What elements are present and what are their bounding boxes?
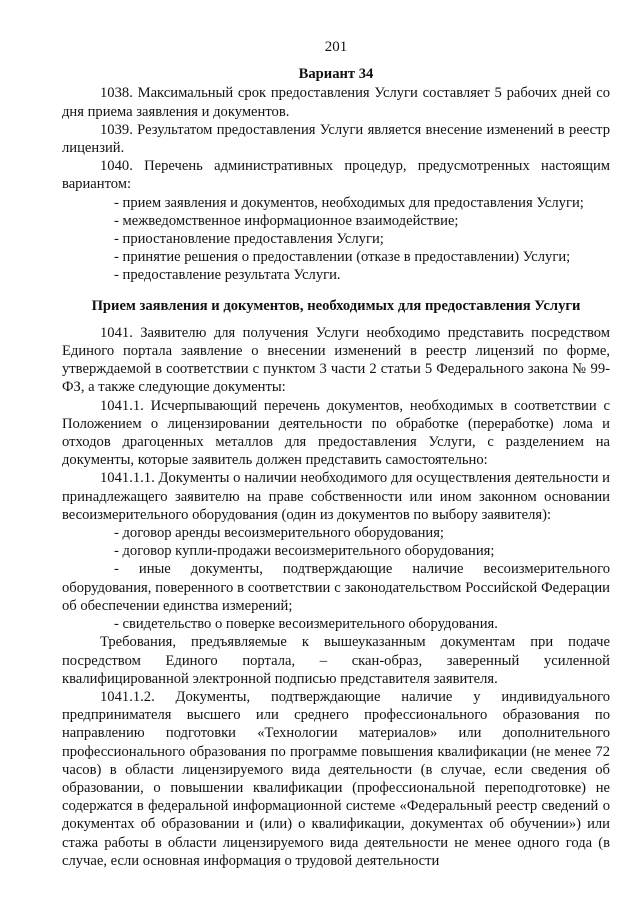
paragraph-1041-1: 1041.1. Исчерпывающий перечень документов, необходимых в соответствии с Положением о лицензировании деятельности по обработке (переработке) лома и отходов драгоценных металлов для предоставления Услуги, с разделением на документы, которые заявитель должен представить самостоятельно:	[62, 397, 610, 469]
requirements-paragraph: Требования, предъявляемые к вышеуказанным документам при подаче посредством Единого портала, – скан-образ, заверенный усиленной квалифицированной электронной подписью представителя заявителя.	[62, 634, 610, 687]
paragraph-1040: 1040. Перечень административных процедур, предусмотренных настоящим вариантом:	[62, 158, 610, 193]
paragraph-1041-1-2: 1041.1.2. Документы, подтверждающие наличие у индивидуального предпринимателя высшего или среднего профессионального образования по направлению подготовки «Технологии материалов» или дополнительного профессионального образования по программе повышения квалификации (не менее 72 часов) в области лицензируемого вида деятельности (в случае, если сведения об образовании, о повышении квалификации (профессиональной переподготовке) не содержатся в федеральной информационной системе «Федеральный реестр сведений о документах об образовании и (или) о квалификации, документах об обучении») или стажа работы в области лицензируемого вида деятельности не менее одного года (в случае, если основная информация о трудовой деятельности	[62, 688, 610, 869]
procedure-item: - прием заявления и документов, необходимых для предоставления Услуги;	[114, 194, 584, 211]
page-number: 201	[324, 39, 348, 55]
procedure-item: - межведомственное информационное взаимодействие;	[114, 212, 459, 229]
section-title: Прием заявления и документов, необходимых для предоставления Услуги	[91, 297, 581, 314]
procedure-item: - предоставление результата Услуги.	[114, 267, 341, 284]
equipment-doc-item: - иные документы, подтверждающие наличие весоизмерительного оборудования, поверенного в соответствии с законодательством Российской Федерации об обеспечении единства измерений;	[62, 561, 610, 614]
procedure-item: - приостановление предоставления Услуги;	[114, 231, 384, 248]
paragraph-1038: 1038. Максимальный срок предоставления Услуги составляет 5 рабочих дней со дня приема заявления и документов.	[62, 85, 610, 120]
document-page	[62, 38, 610, 870]
equipment-doc-item: - свидетельство о поверке весоизмерительного оборудования.	[114, 616, 498, 633]
variant-title: Вариант 34	[298, 66, 374, 83]
paragraph-1041-1-1: 1041.1.1. Документы о наличии необходимого для осуществления деятельности и принадлежащего заявителю на праве собственности или ином законном основании весоизмерительного оборудования (один из документов по выбору заявителя):	[62, 470, 610, 523]
equipment-doc-item: - договор аренды весоизмерительного оборудования;	[114, 525, 444, 542]
procedure-item: - принятие решения о предоставлении (отказе в предоставлении) Услуги;	[114, 249, 571, 266]
paragraph-1041: 1041. Заявителю для получения Услуги необходимо представить посредством Единого портала заявление о внесении изменений в реестр лицензий по форме, утверждаемой в соответствии с пунктом 3 части 2 статьи 5 Федерального закона № 99-ФЗ, а также следующие документы:	[62, 324, 610, 396]
equipment-doc-item: - договор купли-продажи весоизмерительного оборудования;	[114, 543, 495, 560]
paragraph-1039: 1039. Результатом предоставления Услуги является внесение изменений в реестр лицензий.	[62, 121, 610, 157]
